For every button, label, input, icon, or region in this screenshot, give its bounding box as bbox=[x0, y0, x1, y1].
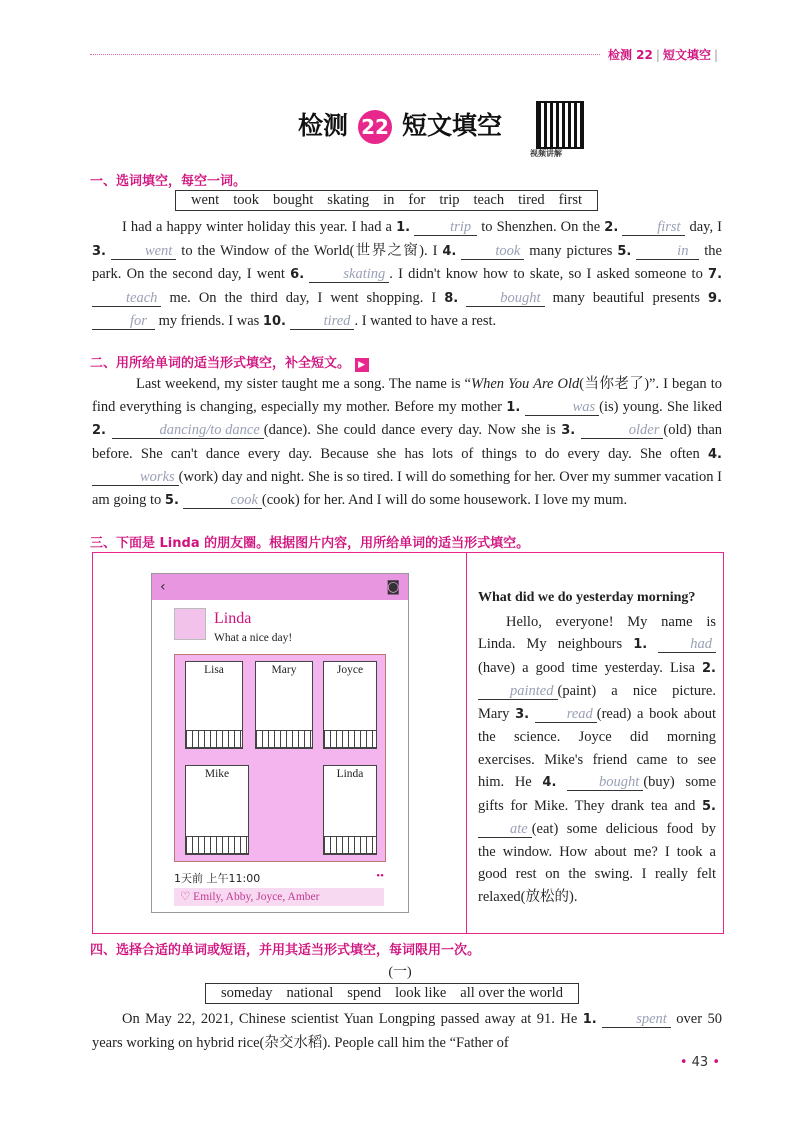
section1-word-box bbox=[175, 190, 598, 211]
answer-blank[interactable]: older bbox=[581, 422, 664, 439]
title-prefix: 检测 bbox=[297, 111, 348, 140]
section1-heading: 一、选词填空，每空一词。 bbox=[90, 174, 247, 189]
answer-blank[interactable]: dancing/to dance bbox=[112, 422, 264, 439]
section2-heading: 二、用所给单词的适当形式填空，补全短文。 ▶ bbox=[90, 352, 369, 372]
section2-passage: Last weekend, my sister taught me a song. The name is “When You Are Old(当你老了)”. I began to find everything is changing, especially my mother. Before my mother 1. was (is) young. She liked 2. dancing/to dance (dance). She could dance every day. Now she is 3. older (old) than before. She can't dance every day. Because she has lots of things to do every day. She often 4. works (work) day and night. She is so tired. I will do something for her. Over my summer vacation I am going to 5. cook (cook) for her. And I will do some housework. I love my mum. bbox=[92, 376, 723, 508]
word: bought bbox=[272, 192, 314, 208]
answer-blank[interactable]: cook bbox=[183, 492, 262, 509]
page-title bbox=[0, 106, 800, 144]
word: someday bbox=[221, 985, 273, 1001]
camera-icon[interactable]: ◙ bbox=[386, 579, 400, 595]
answer-blank[interactable]: had bbox=[658, 636, 716, 653]
word: for bbox=[408, 192, 426, 208]
word: skating bbox=[327, 192, 370, 208]
post-author: Linda bbox=[214, 610, 252, 627]
back-icon[interactable]: ‹ bbox=[160, 579, 166, 595]
phone-top-bar bbox=[152, 574, 408, 600]
title-text: 短文填空 bbox=[402, 111, 503, 140]
answer-blank[interactable]: bought bbox=[466, 290, 544, 307]
answer-blank[interactable]: tired bbox=[290, 313, 355, 330]
post-time: 1天前 上午11:00 bbox=[174, 872, 261, 885]
post-picture[interactable] bbox=[174, 654, 386, 862]
window-joyce: Joyce bbox=[323, 661, 377, 749]
answer-blank[interactable]: was bbox=[525, 399, 600, 416]
page-number: • 43 • bbox=[679, 1055, 720, 1070]
phone-mockup bbox=[151, 573, 409, 913]
title-number-badge: 22 bbox=[358, 110, 392, 144]
likes-bar: ♡ Emily, Abby, Joyce, Amber bbox=[174, 888, 384, 906]
more-icon[interactable]: •• bbox=[376, 870, 384, 882]
answer-blank[interactable]: painted bbox=[478, 683, 558, 700]
section3-frame bbox=[92, 552, 724, 934]
word: look like bbox=[395, 985, 447, 1001]
section4-word-box bbox=[205, 983, 579, 1004]
avatar[interactable] bbox=[174, 608, 206, 640]
section4-heading: 四、选择合适的单词或短语，并用其适当形式填空，每词限用一次。 bbox=[90, 943, 481, 958]
play-icon[interactable]: ▶ bbox=[355, 358, 369, 372]
header-tag-left: 检测 22 bbox=[608, 48, 653, 62]
word: went bbox=[191, 192, 220, 208]
qr-code-icon[interactable] bbox=[536, 101, 584, 149]
word: in bbox=[383, 192, 395, 208]
word: spend bbox=[347, 985, 382, 1001]
window-linda: Linda bbox=[323, 765, 377, 855]
window-mary: Mary bbox=[255, 661, 313, 749]
word: teach bbox=[473, 192, 505, 208]
answer-blank[interactable]: spent bbox=[602, 1011, 671, 1028]
answer-blank[interactable]: trip bbox=[414, 219, 477, 236]
window-lisa: Lisa bbox=[185, 661, 243, 749]
qr-label: 视频讲解 bbox=[530, 149, 562, 158]
window-mike: Mike bbox=[185, 765, 249, 855]
post-message: What a nice day! bbox=[214, 632, 293, 644]
word: national bbox=[286, 985, 334, 1001]
question-heading: What did we do yesterday morning? bbox=[478, 590, 696, 605]
section1-passage: I had a happy winter holiday this year. I had a 1. trip to Shenzhen. On the 2. first day, I 3. went to the Window of the World(世界之窗). I 4. took many pictures 5. in the park. On the second day, I went 6. skating . I didn't know how to skate, so I asked someone to 7. teach me. On the third day, I went shopping. I 8. bought many beautiful presents 9. for my friends. I was 10. tired . I wanted to have a rest. bbox=[92, 219, 723, 329]
answer-blank[interactable]: first bbox=[622, 219, 685, 236]
answer-blank[interactable]: skating bbox=[309, 266, 389, 283]
section3-heading: 三、下面是 Linda 的朋友圈。根据图片内容，用所给单词的适当形式填空。 bbox=[90, 536, 530, 551]
word: took bbox=[233, 192, 259, 208]
answer-blank[interactable]: went bbox=[111, 243, 176, 260]
answer-blank[interactable]: read bbox=[535, 706, 597, 723]
word: trip bbox=[439, 192, 460, 208]
section3-passage: What did we do yesterday morning? Hello, everyone! My name is Linda. My neighbours 1. had(have) a good time yesterday. Lisa 2. painted (paint) a nice picture. Mary 3. read (read) a book about the science. Joyce did morning exercises. Mike's friend came to see him. He 4. bought (buy) some gifts for Mike. They drank tea and 5. ate (eat) some delicious food by the window. How about me? I took a good rest on the swing. I really felt relaxed(放松的). bbox=[478, 587, 716, 908]
answer-blank[interactable]: teach bbox=[92, 290, 161, 307]
header-rule bbox=[90, 54, 600, 55]
section4-passage: On May 22, 2021, Chinese scientist Yuan Longping passed away at 91. He 1. spent over 50 years working on hybrid rice(杂交水稻). People call him the “Father of bbox=[92, 1011, 723, 1051]
section4-subheading: (一) bbox=[388, 965, 412, 980]
answer-blank[interactable]: took bbox=[461, 243, 524, 260]
answer-blank[interactable]: in bbox=[636, 243, 699, 260]
word: first bbox=[558, 192, 583, 208]
word: all over the world bbox=[460, 985, 563, 1001]
header-tag-right: 短文填空 bbox=[662, 48, 711, 62]
answer-blank[interactable]: bought bbox=[567, 774, 643, 791]
header-tag: 检测 22 | 短文填空 | bbox=[608, 48, 718, 62]
answer-blank[interactable]: ate bbox=[478, 821, 532, 838]
answer-blank[interactable]: works bbox=[92, 469, 179, 486]
answer-blank[interactable]: for bbox=[92, 313, 155, 330]
frame-divider bbox=[466, 553, 467, 933]
word: tired bbox=[518, 192, 545, 208]
